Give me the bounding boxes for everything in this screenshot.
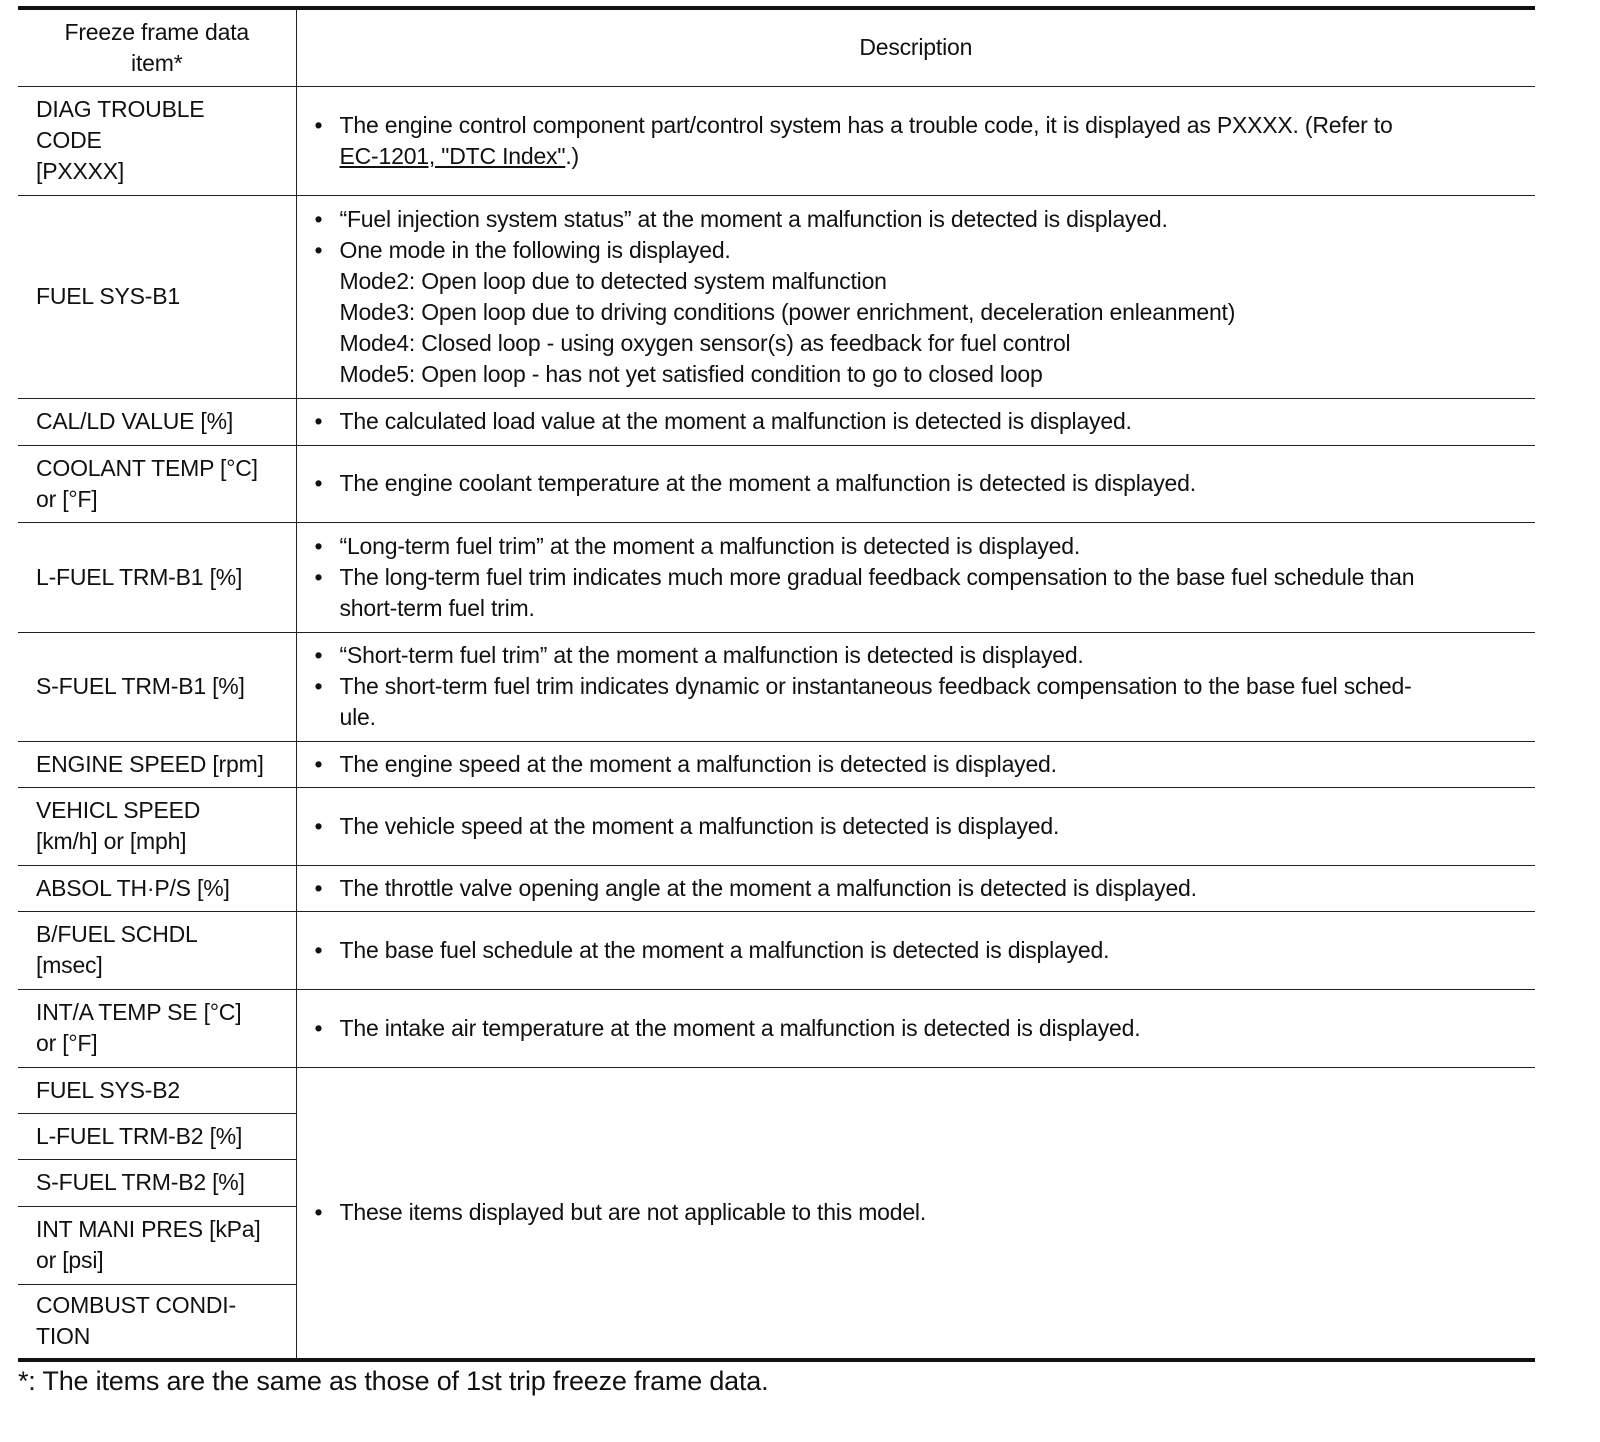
item-cell bbox=[18, 86, 296, 195]
item-label-line: DIAG TROUBLE bbox=[36, 96, 205, 122]
freeze-frame-table bbox=[18, 6, 1535, 1362]
item-label-line: item* bbox=[131, 49, 183, 76]
description-cell bbox=[296, 741, 1535, 787]
item-label-line: L-FUEL TRM-B2 [%] bbox=[36, 1122, 243, 1149]
continuation-line: Mode2: Open loop due to detected system malfunction bbox=[339, 267, 887, 294]
continuation-line: Mode4: Closed loop - using oxygen sensor(s) as feedback for fuel control bbox=[339, 329, 1071, 356]
table-row bbox=[18, 86, 1535, 195]
description-cell bbox=[296, 989, 1535, 1067]
item-label-line: ENGINE SPEED [rpm] bbox=[36, 750, 264, 777]
item-cell bbox=[18, 445, 296, 522]
item-cell bbox=[18, 989, 296, 1067]
item-label-line: INT MANI PRES [kPa] bbox=[36, 1216, 261, 1242]
item-cell bbox=[18, 632, 296, 741]
item-label-line: B/FUEL SCHDL bbox=[36, 921, 198, 947]
item-cell bbox=[18, 865, 296, 911]
item-cell bbox=[18, 195, 296, 398]
item-cell bbox=[18, 1113, 296, 1159]
dtc-index-link[interactable]: EC-1201, "DTC Index" bbox=[339, 142, 566, 169]
bullet-line: • The engine control component part/control system has a trouble code, it is displayed as PXXXX. (Refer to bbox=[315, 110, 1536, 141]
description-cell bbox=[296, 445, 1535, 522]
bullet-line: • The engine coolant temperature at the moment a malfunction is detected is displayed. bbox=[315, 468, 1536, 499]
bullet-line: • The intake air temperature at the moment a malfunction is detected is displayed. bbox=[315, 1013, 1536, 1044]
item-label-line: INT/A TEMP SE [°C] bbox=[36, 999, 242, 1025]
item-label-line: L-FUEL TRM-B1 [%] bbox=[36, 563, 243, 590]
continuation-line: ule. bbox=[339, 704, 376, 730]
description-cell bbox=[296, 522, 1535, 632]
header-description: Description bbox=[859, 34, 973, 61]
item-label-line: Freeze frame data bbox=[64, 18, 250, 45]
table-row bbox=[18, 787, 1535, 865]
item-label-line: ABSOL TH·P/S [%] bbox=[36, 874, 230, 901]
item-label-line: COOLANT TEMP [°C] bbox=[36, 454, 258, 481]
description-cell bbox=[296, 1067, 1535, 1360]
item-label-line: FUEL SYS-B2 bbox=[36, 1076, 180, 1103]
bullet-line: • These items displayed but are not applicable to this model. bbox=[315, 1197, 1536, 1228]
continuation-line: Mode3: Open loop due to driving conditions (power enrichment, deceleration enleanment) bbox=[339, 298, 1236, 325]
bullet-line: • The calculated load value at the moment a malfunction is detected is displayed. bbox=[315, 406, 1536, 437]
item-label-line: [km/h] or [mph] bbox=[36, 828, 187, 854]
bullet-line: • One mode in the following is displayed. bbox=[315, 235, 1536, 266]
table-row bbox=[18, 1067, 1535, 1113]
item-label-line: or [°F] bbox=[36, 1030, 98, 1056]
description-cell bbox=[296, 632, 1535, 741]
description-cell bbox=[296, 195, 1535, 398]
bullet-line: • The vehicle speed at the moment a malfunction is detected is displayed. bbox=[315, 811, 1536, 842]
footnote: *: The items are the same as those of 1st trip freeze frame data. bbox=[18, 1366, 769, 1396]
item-cell bbox=[18, 1067, 296, 1113]
item-label-line: S-FUEL TRM-B1 [%] bbox=[36, 673, 245, 699]
bullet-line: • “Long-term fuel trim” at the moment a malfunction is detected is displayed. bbox=[315, 531, 1536, 562]
bullet-line: • “Short-term fuel trim” at the moment a malfunction is detected is displayed. bbox=[315, 640, 1536, 671]
item-cell bbox=[18, 1159, 296, 1206]
item-label-line: CODE bbox=[36, 127, 102, 153]
item-label-line: TION bbox=[36, 1323, 91, 1350]
item-cell bbox=[18, 1206, 296, 1284]
item-cell bbox=[18, 1284, 296, 1360]
description-cell bbox=[296, 787, 1535, 865]
item-cell bbox=[18, 522, 296, 632]
bullet-line: • The throttle valve opening angle at the moment a malfunction is detected is displayed. bbox=[315, 873, 1536, 904]
table-row bbox=[18, 911, 1535, 989]
table-row bbox=[18, 989, 1535, 1067]
description-cell bbox=[296, 911, 1535, 989]
table-row bbox=[18, 741, 1535, 787]
bullet-line: • “Fuel injection system status” at the moment a malfunction is detected is displayed. bbox=[315, 204, 1536, 235]
bullet-line: • The long-term fuel trim indicates much more gradual feedback compensation to the base fuel schedule than bbox=[315, 562, 1536, 593]
description-cell bbox=[296, 398, 1535, 445]
header-item bbox=[18, 8, 296, 86]
item-label-line: or [°F] bbox=[36, 485, 98, 512]
table-row bbox=[18, 522, 1535, 632]
item-label-line: VEHICL SPEED bbox=[36, 797, 201, 823]
description-cell bbox=[296, 86, 1535, 195]
table-row bbox=[18, 445, 1535, 522]
item-label-line: CAL/LD VALUE [%] bbox=[36, 408, 234, 434]
continuation-line: EC-1201, "DTC Index".) bbox=[339, 142, 579, 169]
continuation-line: short-term fuel trim. bbox=[339, 594, 535, 621]
header-row bbox=[18, 8, 1535, 86]
item-cell bbox=[18, 398, 296, 445]
item-cell bbox=[18, 787, 296, 865]
item-label-line: FUEL SYS-B1 bbox=[36, 283, 180, 309]
table-row bbox=[18, 195, 1535, 398]
item-label-line: [PXXXX] bbox=[36, 158, 125, 184]
item-label-line: COMBUST CONDI- bbox=[36, 1292, 236, 1319]
item-label-line: S-FUEL TRM-B2 [%] bbox=[36, 1169, 245, 1195]
table-row bbox=[18, 398, 1535, 445]
table-row bbox=[18, 865, 1535, 911]
item-cell bbox=[18, 911, 296, 989]
item-label-line: [msec] bbox=[36, 952, 103, 978]
bullet-line: • The engine speed at the moment a malfunction is detected is displayed. bbox=[315, 749, 1536, 780]
item-label-line: or [psi] bbox=[36, 1247, 104, 1273]
table-row bbox=[18, 632, 1535, 741]
item-cell bbox=[18, 741, 296, 787]
bullet-line: • The short-term fuel trim indicates dynamic or instantaneous feedback compensation to the base fuel sched- bbox=[315, 671, 1536, 702]
continuation-line: Mode5: Open loop - has not yet satisfied condition to go to closed loop bbox=[339, 360, 1043, 387]
bullet-line: • The base fuel schedule at the moment a malfunction is detected is displayed. bbox=[315, 935, 1536, 966]
description-cell bbox=[296, 865, 1535, 911]
